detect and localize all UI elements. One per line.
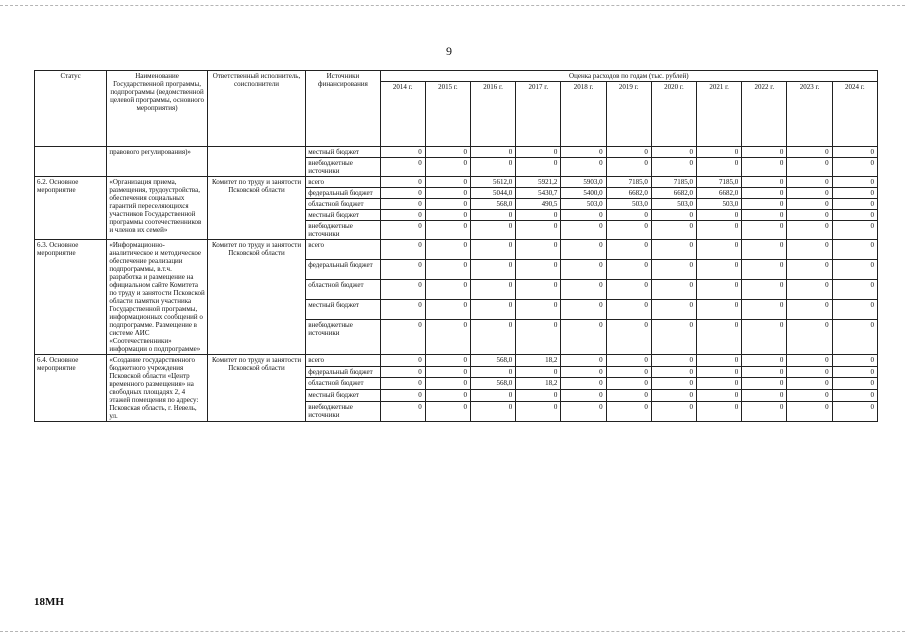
header-year: 2016 г. — [471, 82, 516, 147]
responsible-cell: Комитет по труду и занятости Псковской области — [207, 177, 305, 240]
table-row — [35, 147, 878, 158]
amount-cell: 0 — [561, 378, 606, 390]
table-body — [35, 147, 878, 422]
amount-cell: 6682,0 — [651, 188, 696, 199]
amount-cell: 5921,2 — [516, 177, 561, 188]
amount-cell: 0 — [697, 280, 742, 300]
amount-cell: 0 — [606, 320, 651, 355]
amount-cell: 0 — [380, 355, 425, 367]
amount-cell: 568,0 — [471, 378, 516, 390]
amount-cell: 0 — [651, 240, 696, 260]
amount-cell: 0 — [742, 158, 787, 177]
amount-cell: 0 — [697, 366, 742, 378]
budget-table — [34, 70, 878, 422]
amount-cell: 0 — [742, 300, 787, 320]
header-year: 2018 г. — [561, 82, 606, 147]
page-number: 9 — [446, 44, 452, 58]
amount-cell: 0 — [516, 158, 561, 177]
amount-cell: 0 — [832, 177, 877, 188]
amount-cell: 0 — [471, 366, 516, 378]
amount-cell: 5400,0 — [561, 188, 606, 199]
amount-cell: 0 — [606, 378, 651, 390]
amount-cell: 568,0 — [471, 355, 516, 367]
header-row — [35, 71, 878, 82]
amount-cell: 0 — [380, 210, 425, 221]
amount-cell: 0 — [380, 177, 425, 188]
amount-cell: 0 — [425, 240, 470, 260]
amount-cell: 0 — [697, 320, 742, 355]
amount-cell: 0 — [471, 300, 516, 320]
amount-cell: 0 — [742, 280, 787, 300]
amount-cell: 0 — [742, 378, 787, 390]
responsible-cell — [207, 147, 305, 177]
amount-cell: 6682,0 — [697, 188, 742, 199]
amount-cell: 0 — [516, 221, 561, 240]
amount-cell: 0 — [742, 240, 787, 260]
amount-cell: 0 — [425, 366, 470, 378]
amount-cell: 0 — [425, 378, 470, 390]
header-year: 2021 г. — [697, 82, 742, 147]
amount-cell: 503,0 — [651, 199, 696, 210]
amount-cell: 0 — [606, 401, 651, 421]
header-year: 2023 г. — [787, 82, 832, 147]
header-year: 2015 г. — [425, 82, 470, 147]
amount-cell: 0 — [425, 158, 470, 177]
amount-cell: 0 — [561, 390, 606, 402]
amount-cell: 0 — [832, 158, 877, 177]
amount-cell: 0 — [425, 177, 470, 188]
amount-cell: 0 — [651, 355, 696, 367]
amount-cell: 0 — [832, 260, 877, 280]
amount-cell: 0 — [380, 401, 425, 421]
amount-cell: 0 — [606, 390, 651, 402]
amount-cell: 0 — [380, 390, 425, 402]
amount-cell: 0 — [561, 210, 606, 221]
amount-cell: 0 — [832, 390, 877, 402]
amount-cell: 0 — [425, 147, 470, 158]
amount-cell: 0 — [742, 199, 787, 210]
amount-cell: 5612,0 — [471, 177, 516, 188]
measure-name-cell: «Информационно-аналитическое и методическое обеспечение реализации подпрограммы, в.т.ч. разработка и размещение на официальном сайте Комитета по труду и занятости Псковской области памятки участника Государственной программы, информационных сообщений о подпрограмме. Размещение в системе АИС «Соотечественники» информации о подпрограмме» — [107, 240, 207, 355]
amount-cell: 0 — [561, 158, 606, 177]
amount-cell: 5044,0 — [471, 188, 516, 199]
amount-cell: 0 — [606, 300, 651, 320]
funding-source-cell: всего — [306, 240, 380, 260]
funding-source-cell: федеральный бюджет — [306, 366, 380, 378]
amount-cell: 0 — [832, 240, 877, 260]
funding-source-cell: местный бюджет — [306, 300, 380, 320]
funding-source-cell: местный бюджет — [306, 390, 380, 402]
amount-cell: 0 — [742, 177, 787, 188]
amount-cell: 0 — [742, 147, 787, 158]
amount-cell: 503,0 — [561, 199, 606, 210]
amount-cell: 0 — [651, 210, 696, 221]
amount-cell: 7185,0 — [697, 177, 742, 188]
amount-cell: 0 — [471, 158, 516, 177]
amount-cell: 0 — [561, 355, 606, 367]
amount-cell: 0 — [561, 240, 606, 260]
top-scan-edge — [0, 5, 905, 6]
amount-cell: 7185,0 — [606, 177, 651, 188]
amount-cell: 0 — [832, 355, 877, 367]
header-status: Статус — [35, 71, 107, 147]
amount-cell: 0 — [380, 199, 425, 210]
amount-cell: 0 — [651, 378, 696, 390]
amount-cell: 0 — [832, 378, 877, 390]
status-cell: 6.4. Основное мероприятие — [35, 355, 107, 422]
header-year: 2020 г. — [651, 82, 696, 147]
amount-cell: 0 — [606, 221, 651, 240]
amount-cell: 0 — [561, 280, 606, 300]
amount-cell: 0 — [380, 147, 425, 158]
funding-source-cell: областной бюджет — [306, 199, 380, 210]
amount-cell: 0 — [787, 199, 832, 210]
amount-cell: 5903,0 — [561, 177, 606, 188]
amount-cell: 0 — [651, 300, 696, 320]
amount-cell: 0 — [742, 390, 787, 402]
amount-cell: 0 — [787, 390, 832, 402]
amount-cell: 0 — [380, 221, 425, 240]
funding-source-cell: местный бюджет — [306, 210, 380, 221]
amount-cell: 0 — [787, 188, 832, 199]
amount-cell: 0 — [425, 320, 470, 355]
amount-cell: 0 — [516, 147, 561, 158]
amount-cell: 0 — [697, 210, 742, 221]
amount-cell: 0 — [516, 390, 561, 402]
amount-cell: 0 — [425, 221, 470, 240]
amount-cell: 0 — [425, 390, 470, 402]
measure-name-cell: правового регулирования)» — [107, 147, 207, 177]
amount-cell: 0 — [832, 320, 877, 355]
amount-cell: 0 — [606, 210, 651, 221]
responsible-cell: Комитет по труду и занятости Псковской области — [207, 240, 305, 355]
amount-cell: 0 — [742, 188, 787, 199]
amount-cell: 0 — [516, 320, 561, 355]
header-name: Наименование Государственной программы, подпрограммы (ведомственной целевой программы, основного мероприятия) — [107, 71, 207, 147]
amount-cell: 0 — [561, 147, 606, 158]
amount-cell: 0 — [471, 210, 516, 221]
amount-cell: 0 — [561, 401, 606, 421]
amount-cell: 0 — [380, 300, 425, 320]
amount-cell: 0 — [787, 147, 832, 158]
amount-cell: 0 — [697, 390, 742, 402]
amount-cell: 0 — [832, 147, 877, 158]
header-estimate: Оценка расходов по годам (тыс. рублей) — [380, 71, 877, 82]
table-row — [35, 355, 878, 367]
amount-cell: 0 — [697, 240, 742, 260]
funding-source-cell: внебюджетные источники — [306, 158, 380, 177]
amount-cell: 0 — [742, 260, 787, 280]
amount-cell: 0 — [471, 390, 516, 402]
amount-cell: 0 — [380, 188, 425, 199]
amount-cell: 0 — [742, 221, 787, 240]
amount-cell: 0 — [832, 221, 877, 240]
amount-cell: 0 — [832, 210, 877, 221]
header-year: 2024 г. — [832, 82, 877, 147]
amount-cell: 0 — [832, 366, 877, 378]
amount-cell: 0 — [380, 320, 425, 355]
amount-cell: 0 — [787, 240, 832, 260]
header-sources: Источники финансирования — [306, 71, 380, 147]
amount-cell: 0 — [425, 210, 470, 221]
amount-cell: 0 — [697, 300, 742, 320]
funding-source-cell: федеральный бюджет — [306, 188, 380, 199]
amount-cell: 0 — [697, 378, 742, 390]
amount-cell: 0 — [471, 260, 516, 280]
amount-cell: 0 — [516, 280, 561, 300]
amount-cell: 503,0 — [697, 199, 742, 210]
amount-cell: 0 — [742, 401, 787, 421]
amount-cell: 0 — [425, 300, 470, 320]
status-cell: 6.2. Основное мероприятие — [35, 177, 107, 240]
amount-cell: 0 — [516, 210, 561, 221]
header-year: 2019 г. — [606, 82, 651, 147]
amount-cell: 0 — [606, 147, 651, 158]
amount-cell: 0 — [832, 280, 877, 300]
amount-cell: 0 — [832, 188, 877, 199]
amount-cell: 0 — [606, 158, 651, 177]
amount-cell: 0 — [425, 199, 470, 210]
amount-cell: 0 — [561, 260, 606, 280]
header-responsible: Ответственный исполнитель, соисполнители — [207, 71, 305, 147]
amount-cell: 6682,0 — [606, 188, 651, 199]
amount-cell: 0 — [561, 221, 606, 240]
amount-cell: 0 — [787, 221, 832, 240]
amount-cell: 0 — [742, 210, 787, 221]
amount-cell: 0 — [561, 300, 606, 320]
amount-cell: 0 — [787, 210, 832, 221]
amount-cell: 0 — [742, 320, 787, 355]
funding-source-cell: всего — [306, 355, 380, 367]
amount-cell: 0 — [697, 355, 742, 367]
amount-cell: 0 — [787, 158, 832, 177]
amount-cell: 0 — [516, 300, 561, 320]
funding-source-cell: областной бюджет — [306, 280, 380, 300]
amount-cell: 0 — [787, 378, 832, 390]
amount-cell: 5430,7 — [516, 188, 561, 199]
amount-cell: 0 — [471, 240, 516, 260]
amount-cell: 0 — [787, 260, 832, 280]
document-code: 18МН — [34, 596, 64, 608]
measure-name-cell: «Организация приема, размещения, трудоустройства, обеспечения социальных гарантий переселяющихся участников Государственной программы соотечественников и членов их семей» — [107, 177, 207, 240]
amount-cell: 0 — [471, 320, 516, 355]
amount-cell: 0 — [471, 401, 516, 421]
amount-cell: 0 — [651, 401, 696, 421]
amount-cell: 0 — [380, 366, 425, 378]
amount-cell: 0 — [651, 221, 696, 240]
amount-cell: 0 — [606, 260, 651, 280]
amount-cell: 0 — [380, 158, 425, 177]
amount-cell: 0 — [832, 300, 877, 320]
amount-cell: 0 — [742, 366, 787, 378]
funding-source-cell: внебюджетные источники — [306, 401, 380, 421]
amount-cell: 0 — [787, 401, 832, 421]
amount-cell: 0 — [832, 401, 877, 421]
amount-cell: 0 — [380, 280, 425, 300]
amount-cell: 0 — [425, 401, 470, 421]
amount-cell: 0 — [425, 260, 470, 280]
amount-cell: 0 — [471, 221, 516, 240]
amount-cell: 0 — [787, 300, 832, 320]
amount-cell: 0 — [787, 355, 832, 367]
funding-source-cell: местный бюджет — [306, 147, 380, 158]
amount-cell: 0 — [380, 240, 425, 260]
amount-cell: 0 — [651, 260, 696, 280]
funding-source-cell: всего — [306, 177, 380, 188]
amount-cell: 0 — [697, 147, 742, 158]
amount-cell: 0 — [471, 280, 516, 300]
measure-name-cell: «Создание государственного бюджетного учреждения Псковской области «Центр временного размещения» на свободных площадях 2, 4 этажей помещения по адресу: Псковская область, г. Невель, ул. — [107, 355, 207, 422]
amount-cell: 0 — [561, 320, 606, 355]
amount-cell: 0 — [787, 320, 832, 355]
amount-cell: 0 — [697, 221, 742, 240]
funding-source-cell: внебюджетные источники — [306, 320, 380, 355]
amount-cell: 0 — [380, 260, 425, 280]
bottom-scan-edge — [0, 631, 905, 632]
header-year: 2022 г. — [742, 82, 787, 147]
amount-cell: 0 — [651, 390, 696, 402]
amount-cell: 0 — [561, 366, 606, 378]
amount-cell: 18,2 — [516, 355, 561, 367]
amount-cell: 568,0 — [471, 199, 516, 210]
amount-cell: 0 — [651, 158, 696, 177]
amount-cell: 0 — [471, 147, 516, 158]
table-row — [35, 177, 878, 188]
responsible-cell: Комитет по труду и занятости Псковской области — [207, 355, 305, 422]
amount-cell: 7185,0 — [651, 177, 696, 188]
amount-cell: 490,5 — [516, 199, 561, 210]
amount-cell: 0 — [787, 366, 832, 378]
amount-cell: 0 — [516, 401, 561, 421]
status-cell: 6.3. Основное мероприятие — [35, 240, 107, 355]
funding-source-cell: федеральный бюджет — [306, 260, 380, 280]
amount-cell: 0 — [742, 355, 787, 367]
amount-cell: 0 — [425, 355, 470, 367]
amount-cell: 0 — [516, 366, 561, 378]
amount-cell: 0 — [651, 366, 696, 378]
amount-cell: 0 — [425, 280, 470, 300]
amount-cell: 0 — [606, 355, 651, 367]
amount-cell: 0 — [787, 280, 832, 300]
funding-source-cell: областной бюджет — [306, 378, 380, 390]
amount-cell: 0 — [651, 280, 696, 300]
amount-cell: 0 — [697, 260, 742, 280]
amount-cell: 0 — [425, 188, 470, 199]
table-row — [35, 240, 878, 260]
header-year: 2017 г. — [516, 82, 561, 147]
amount-cell: 18,2 — [516, 378, 561, 390]
amount-cell: 0 — [697, 158, 742, 177]
amount-cell: 503,0 — [606, 199, 651, 210]
status-cell — [35, 147, 107, 177]
header-year: 2014 г. — [380, 82, 425, 147]
amount-cell: 0 — [832, 199, 877, 210]
amount-cell: 0 — [697, 401, 742, 421]
amount-cell: 0 — [606, 240, 651, 260]
amount-cell: 0 — [787, 177, 832, 188]
amount-cell: 0 — [516, 240, 561, 260]
amount-cell: 0 — [516, 260, 561, 280]
amount-cell: 0 — [651, 147, 696, 158]
funding-source-cell: внебюджетные источники — [306, 221, 380, 240]
amount-cell: 0 — [380, 378, 425, 390]
amount-cell: 0 — [606, 366, 651, 378]
amount-cell: 0 — [651, 320, 696, 355]
amount-cell: 0 — [606, 280, 651, 300]
